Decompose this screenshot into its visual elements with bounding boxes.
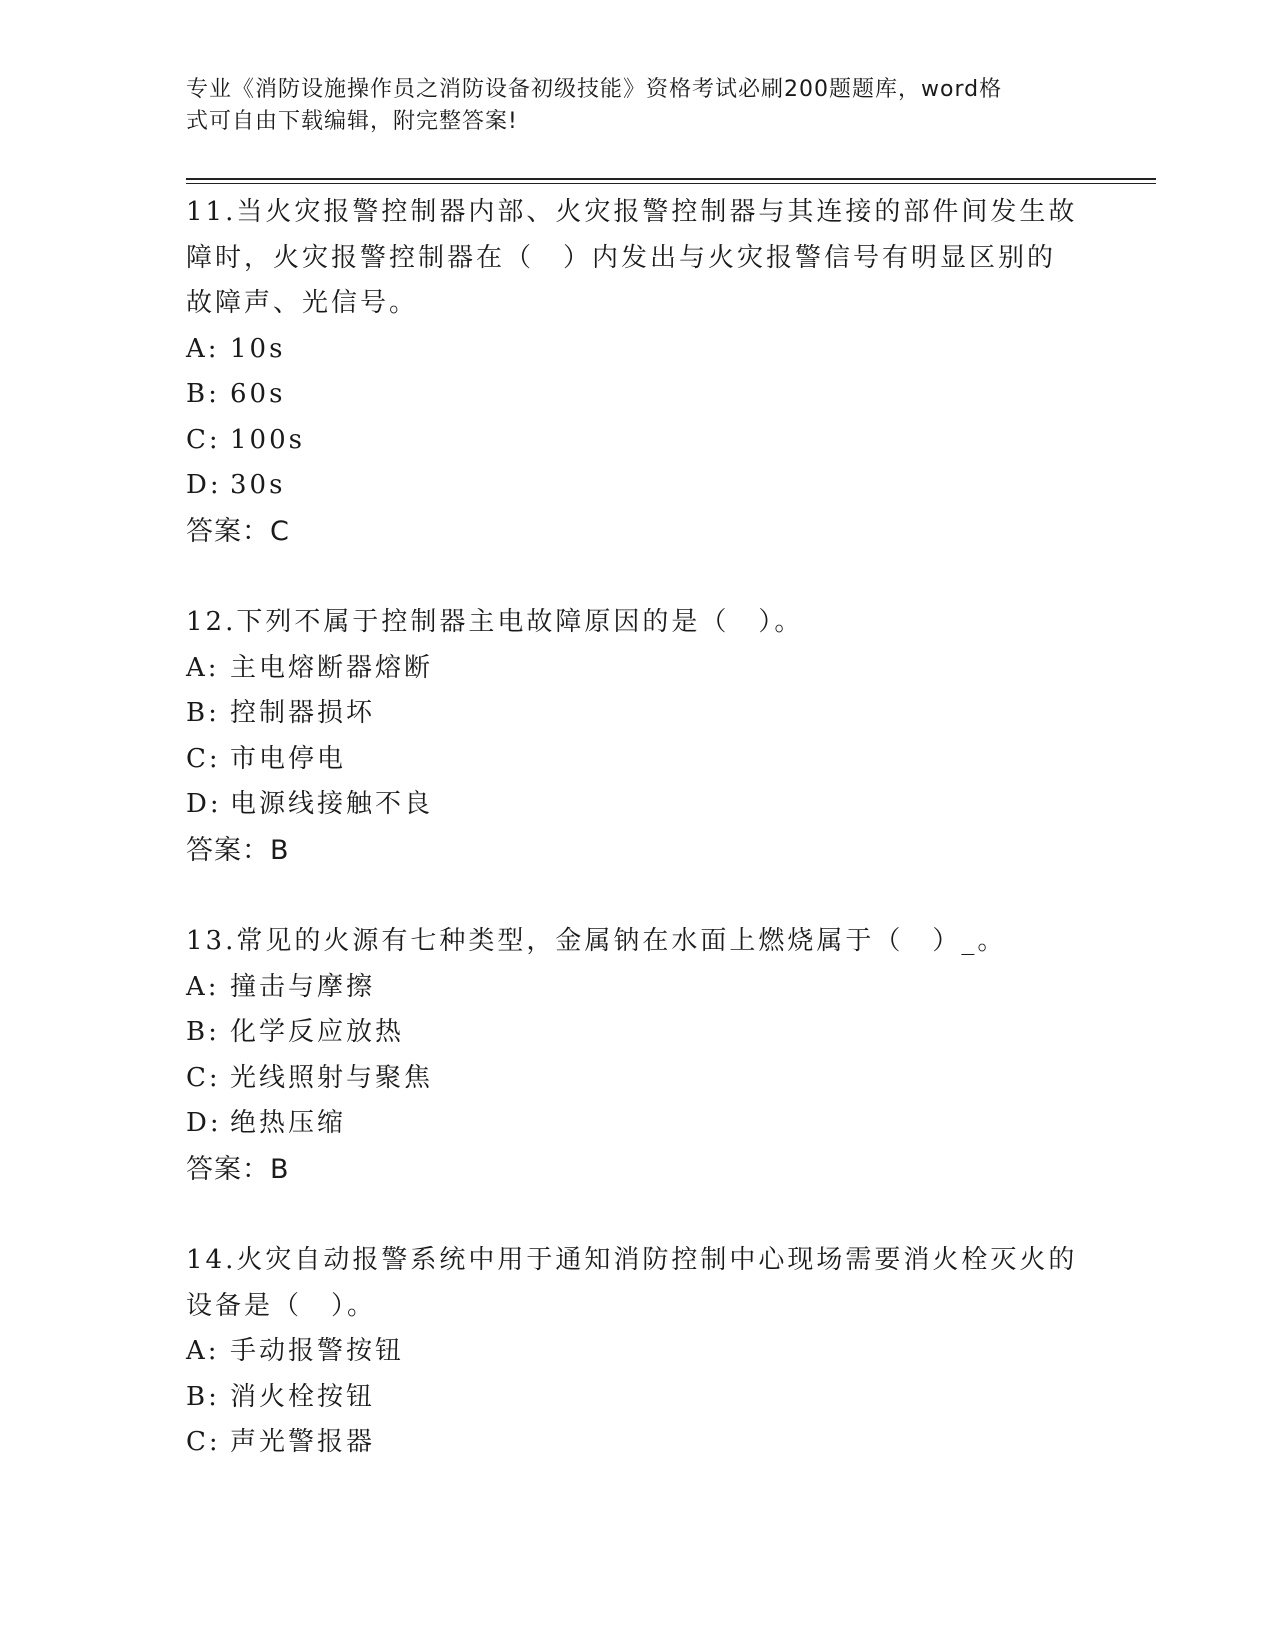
answer-line: 答案：C: [186, 515, 290, 547]
option-c: [186, 1056, 1086, 1102]
option-key: C:: [186, 743, 221, 774]
option-key: D:: [186, 470, 222, 500]
question-text: 14.火灾自动报警系统中用于通知消防控制中心现场需要消火栓灭火的: [186, 1245, 1078, 1275]
answer-line: 答案：B: [186, 834, 290, 866]
answer-line: 答案：B: [186, 1153, 290, 1185]
option-key: C:: [186, 1427, 221, 1457]
option-key: A:: [186, 652, 220, 683]
option-text: 60s: [230, 379, 286, 409]
option-key: A:: [186, 1336, 220, 1366]
header-divider-thick: [186, 178, 1156, 180]
question-text: 12.下列不属于控制器主电故障原因的是（ ）。: [186, 607, 804, 637]
question-text: 13.常见的火源有七种类型，金属钠在水面上燃烧属于（ ）_。: [186, 926, 1007, 956]
option-text: 30s: [230, 470, 286, 500]
option-text: 100s: [230, 424, 305, 455]
question-text: 故障声、光信号。: [186, 288, 419, 318]
option-text: 控制器损坏: [230, 698, 376, 728]
option-d: [186, 782, 1086, 828]
question-text: 障时，火灾报警控制器在（ ）内发出与火灾报警信号有明显区别的: [186, 242, 1057, 273]
option-text: 声光警报器: [230, 1427, 376, 1457]
option-a: [186, 1329, 1086, 1375]
header-line-2: 式可自由下载编辑，附完整答案!: [186, 109, 518, 134]
option-text: 市电停电: [230, 743, 347, 774]
option-a: [186, 965, 1086, 1011]
option-c: [186, 418, 1086, 464]
question-text: 设备是（ ）。: [186, 1290, 377, 1321]
option-key: B:: [186, 1017, 220, 1047]
option-c: [186, 1420, 1086, 1466]
option-b: [186, 1010, 1086, 1056]
option-b: [186, 372, 1086, 418]
option-key: A:: [186, 971, 220, 1002]
header-divider-thin: [186, 183, 1156, 184]
option-text: 10s: [230, 333, 286, 364]
question-11: [186, 190, 1086, 554]
option-a: [186, 327, 1086, 373]
option-text: 撞击与摩擦: [230, 971, 376, 1002]
document-header: [186, 74, 1066, 138]
header-line-1: 专业《消防设施操作员之消防设备初级技能》资格考试必刷200题题库，word格: [186, 77, 1003, 102]
option-text: 手动报警按钮: [230, 1336, 405, 1366]
option-c: [186, 737, 1086, 783]
question-12: [186, 600, 1086, 873]
option-text: 主电熔断器熔断: [230, 652, 434, 683]
option-text: 化学反应放热: [230, 1017, 405, 1047]
option-b: [186, 691, 1086, 737]
question-13: [186, 919, 1086, 1192]
option-a: [186, 646, 1086, 692]
question-14: [186, 1238, 1086, 1466]
option-key: B:: [186, 379, 220, 409]
question-list: [186, 190, 1086, 1512]
option-d: [186, 463, 1086, 509]
option-key: C:: [186, 1062, 221, 1093]
option-text: 绝热压缩: [230, 1108, 347, 1138]
option-text: 消火栓按钮: [230, 1381, 376, 1412]
option-key: C:: [186, 424, 221, 455]
question-text: 11.当火灾报警控制器内部、火灾报警控制器与其连接的部件间发生故: [186, 197, 1078, 227]
option-key: D:: [186, 789, 222, 819]
option-d: [186, 1101, 1086, 1147]
option-text: 光线照射与聚焦: [230, 1062, 434, 1093]
option-b: [186, 1375, 1086, 1421]
option-text: 电源线接触不良: [230, 789, 434, 819]
option-key: A:: [186, 333, 220, 364]
option-key: B:: [186, 698, 220, 728]
option-key: B:: [186, 1381, 220, 1412]
option-key: D:: [186, 1108, 222, 1138]
